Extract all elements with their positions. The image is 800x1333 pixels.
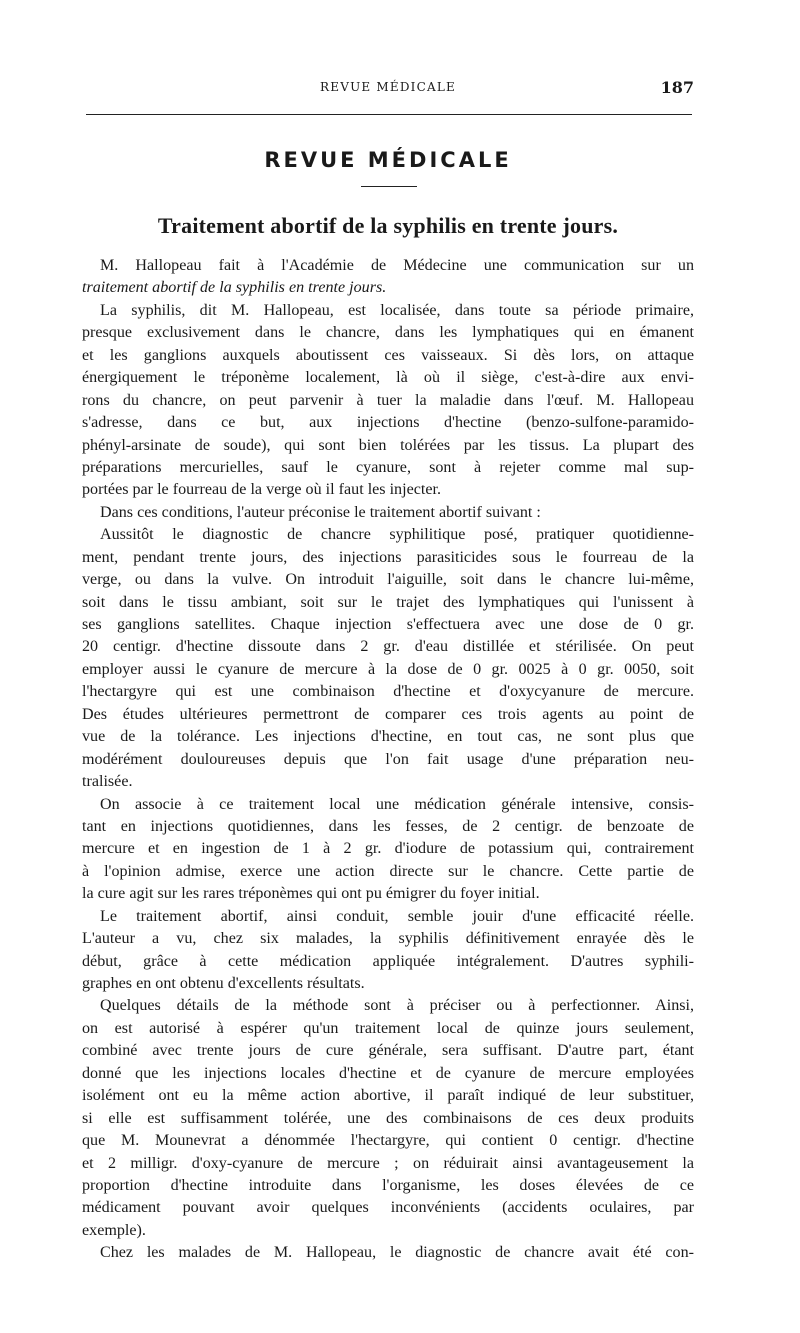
text-line: préparations mercurielles, sauf le cyanure, sont à rejeter comme mal sup- [82,458,694,476]
text-line: et 2 milligr. d'oxy-cyanure de mercure ; on réduirait ainsi avantageusement la [82,1154,694,1172]
text-line: exemple). [82,1221,146,1239]
article-title: Traitement abortif de la syphilis en trente jours. [157,213,619,238]
text-line: graphes en ont obtenu d'excellents résultats. [82,975,365,992]
page-number: 187 [660,78,694,97]
text-line: presque exclusivement dans le chancre, dans les lymphatiques qui en émanent [82,324,694,342]
text-line: médicament pouvant avoir quelques inconvénients (accidents oculaires, par [82,1199,694,1217]
text-line: rons du chancre, on peut parvenir à tuer la maladie dans l'œuf. M. Hallopeau [82,391,694,409]
text-line: mercure et en ingestion de 1 à 2 gr. d'iodure de potassium qui, contrairement [82,840,694,858]
text-line: Chez les malades de M. Hallopeau, le diagnostic de chancre avait été con- [100,1244,694,1262]
text-line: ses ganglions satellites. Chaque injection s'effectuera avec une dose de 0 gr. [82,616,694,633]
text-line: verge, ou dans la vulve. On introduit l'aiguille, soit dans le chancre lui-même, [82,571,694,589]
text-line: s'adresse, dans ce but, aux injections d'hectine (benzo-sulfone-paramido- [82,414,694,432]
text-line: Le traitement abortif, ainsi conduit, semble jouir d'une efficacité réelle. [100,907,694,925]
text-line: 20 centigr. d'hectine dissoute dans 2 gr. d'eau distillée et stérilisée. On peut [82,638,694,656]
text-line: employer aussi le cyanure de mercure à la dose de 0 gr. 0025 à 0 gr. 0050, soit [82,660,694,678]
text-line: si elle est suffisamment tolérée, une des combinaisons de ces deux produits [82,1109,694,1127]
text-line: proportion d'hectine introduite dans l'organisme, les doses élevées de ce [82,1176,694,1194]
text-line: la cure agit sur les rares tréponèmes qui ont pu émigrer du foyer initial. [82,885,540,903]
article-body [82,255,694,1265]
text-line: et les ganglions auxquels aboutissent ces vaisseaux. Si dès lors, on attaque [82,346,694,364]
text-line: La syphilis, dit M. Hallopeau, est localisée, dans toute sa période primaire, [100,301,694,319]
text-line: vue de la tolérance. Les injections d'hectine, en tout cas, ne sont plus que [82,728,694,746]
text-line: Dans ces conditions, l'auteur préconise le traitement abortif suivant : [100,503,541,521]
text-line: combiné avec trente jours de cure générale, sera suffisant. D'autre part, étant [82,1042,694,1060]
running-header [82,78,694,100]
text-line: Aussitôt le diagnostic de chancre syphilitique posé, pratiquer quotidienne- [100,526,694,544]
section-title: REVUE MÉDICALE [264,148,512,172]
text-line: L'auteur a vu, chez six malades, la syphilis définitivement enrayée dès le [82,930,694,948]
text-line: tralisée. [82,773,133,791]
text-line: l'hectargyre qui est une combinaison d'hectine et d'oxycyanure de mercure. [82,683,694,701]
text-line: M. Hallopeau fait à l'Académie de Médecine une communication sur un [100,257,694,274]
text-line: donné que les injections locales d'hectine et de cyanure de mercure employées [82,1064,694,1082]
text-line: soit dans le tissu ambiant, soit sur le trajet des lymphatiques qui l'unissent à [82,593,694,611]
text-line: portées par le fourreau de la verge où il faut les injecter. [82,481,441,499]
text-line: début, grâce à cette médication appliquée intégralement. D'autres syphili- [82,952,694,970]
text-line: tant en injections quotidiennes, dans les fesses, de 2 centigr. de benzoate de [82,817,694,835]
text-line: phényl-arsinate de soude), qui sont bien tolérées par les tissus. La plupart des [82,436,694,454]
text-line: énergiquement le tréponème localement, là où il siège, c'est-à-dire aux envi- [82,369,694,387]
text-line: à l'opinion admise, exerce une action directe sur le chancre. Cette partie de [82,862,694,880]
text-line: on est autorisé à espérer qu'un traitement local de quinze jours seulement, [82,1019,694,1037]
text-line: ment, pendant trente jours, des injections parasiticides sous le fourreau de la [82,548,694,566]
text-line: isolément ont eu la même action abortive, il paraît indiqué de leur substituer, [82,1087,694,1105]
text-line: Des études ultérieures permettront de comparer ces trois agents au point de [82,705,694,723]
title-divider [361,186,417,187]
text-line: On associe à ce traitement local une médication générale intensive, consis- [100,795,694,813]
text-line: Quelques détails de la méthode sont à préciser ou à perfectionner. Ainsi, [100,997,694,1015]
text-line: traitement abortif de la syphilis en trente jours. [82,279,387,297]
text-line: que M. Mounevrat a dénommée l'hectargyre, qui contient 0 centigr. d'hectine [82,1132,694,1150]
header-rule [86,114,692,115]
running-title: REVUE MÉDICALE [320,80,456,94]
text-line: modérément douloureuses depuis que l'on fait usage d'une préparation neu- [82,750,694,768]
